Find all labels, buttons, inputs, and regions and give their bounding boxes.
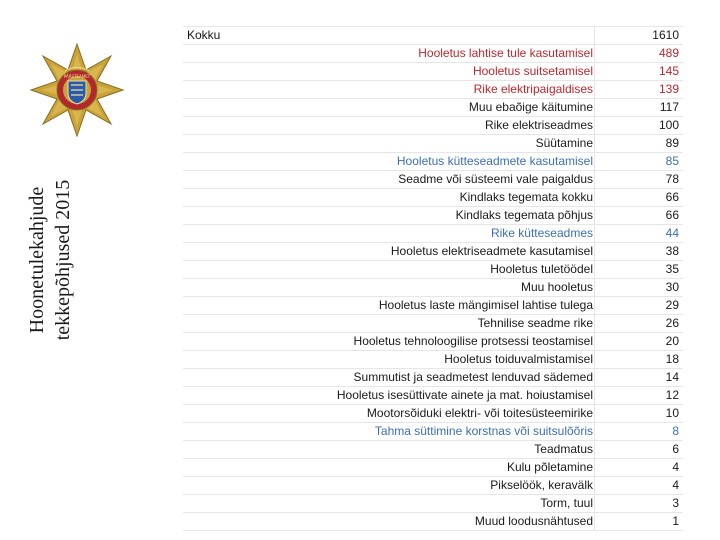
column-divider <box>594 117 595 134</box>
cause-label: Teadmatus <box>534 442 593 456</box>
cause-label: Hooletus lahtise tule kasutamisel <box>418 46 593 60</box>
cause-count: 3 <box>672 496 679 510</box>
cause-count: 1610 <box>652 28 679 42</box>
column-divider <box>594 405 595 422</box>
cause-count: 85 <box>665 154 679 168</box>
table-row <box>183 171 683 189</box>
emblem-caption <box>64 74 91 79</box>
table-row <box>183 117 683 135</box>
cause-label: Hooletus laste mängimisel lahtise tulega <box>378 298 593 312</box>
cause-count: 1 <box>672 514 679 528</box>
cause-count: 38 <box>665 244 679 258</box>
svg-text:PÄÄSTEAMET: PÄÄSTEAMET <box>63 74 91 79</box>
page-title-line-2: tekkepõhjused 2015 <box>52 179 74 341</box>
rescue-board-emblem-icon <box>22 40 132 140</box>
table-row <box>183 369 683 387</box>
table-row <box>183 459 683 477</box>
table-row <box>183 45 683 63</box>
table-row <box>183 387 683 405</box>
column-divider <box>594 153 595 170</box>
column-divider <box>594 495 595 512</box>
cause-count: 139 <box>658 82 679 96</box>
cause-count: 66 <box>665 208 679 222</box>
column-divider <box>594 513 595 530</box>
cause-count: 30 <box>665 280 679 294</box>
cause-count: 35 <box>665 262 679 276</box>
table-row <box>183 297 683 315</box>
column-divider <box>594 171 595 188</box>
cause-count: 6 <box>672 442 679 456</box>
column-divider <box>594 99 595 116</box>
cause-label: Süütamine <box>535 136 593 150</box>
cause-count: 66 <box>665 190 679 204</box>
cause-count: 489 <box>658 46 679 60</box>
cause-count: 117 <box>659 100 679 114</box>
cause-label: Rike elektriseadmes <box>484 118 593 132</box>
cause-count: 26 <box>665 316 679 330</box>
cause-label: Kokku <box>187 28 221 42</box>
table-row <box>183 495 683 513</box>
table-row <box>183 513 683 531</box>
cause-label: Hooletus elektriseadmete kasutamisel <box>390 244 593 258</box>
column-divider <box>594 81 595 98</box>
cause-count: 29 <box>665 298 679 312</box>
table-row <box>183 135 683 153</box>
table-row <box>183 405 683 423</box>
cause-count: 12 <box>665 388 679 402</box>
cause-count: 18 <box>665 352 679 366</box>
cause-count: 44 <box>665 226 679 240</box>
column-divider <box>594 135 595 152</box>
cause-label: Summutist ja seadmetest lenduvad sädemed <box>353 370 593 384</box>
cause-label: Hooletus tehnoloogilise protsessi teostamisel <box>353 334 593 348</box>
cause-label: Mootorsõiduki elektri- või toitesüsteemirike <box>366 406 593 420</box>
cause-label: Muu ebaõige käitumine <box>468 100 593 114</box>
table-row <box>183 441 683 459</box>
table-row <box>183 207 683 225</box>
column-divider <box>594 387 595 404</box>
cause-count: 145 <box>658 64 679 78</box>
column-divider <box>594 477 595 494</box>
cause-count: 100 <box>658 118 679 132</box>
table-row <box>183 279 683 297</box>
column-divider <box>594 423 595 440</box>
cause-label: Rike elektripaigaldises <box>473 82 593 96</box>
column-divider <box>594 351 595 368</box>
table-row <box>183 351 683 369</box>
table-row <box>183 261 683 279</box>
cause-label: Tehnilise seadme rike <box>477 316 593 330</box>
table-row <box>183 225 683 243</box>
cause-label: Torm, tuul <box>540 496 593 510</box>
column-divider <box>594 189 595 206</box>
table-row <box>183 63 683 81</box>
cause-label: Hooletus suitsetamisel <box>472 64 593 78</box>
table-row <box>183 477 683 495</box>
table-row <box>183 189 683 207</box>
column-divider <box>594 441 595 458</box>
cause-label: Rike kütteseadmes <box>490 226 593 240</box>
cause-count: 4 <box>672 478 679 492</box>
cause-label: Tahma süttimine korstnas või suitsulõõris <box>374 424 593 438</box>
cause-count: 14 <box>665 370 679 384</box>
cause-label: Hooletus isesüttivate ainete ja mat. hoiustamisel <box>336 388 593 402</box>
cause-label: Muud loodusnähtused <box>474 514 593 528</box>
cause-label: Muu hooletus <box>520 280 593 294</box>
column-divider <box>594 261 595 278</box>
column-divider <box>594 315 595 332</box>
column-divider <box>594 63 595 80</box>
cause-label: Hooletus kütteseadmete kasutamisel <box>396 154 593 168</box>
table-row <box>183 333 683 351</box>
cause-label: Hooletus tuletöödel <box>490 262 593 276</box>
column-divider <box>594 369 595 386</box>
cause-label: Hooletus toiduvalmistamisel <box>444 352 593 366</box>
column-divider <box>594 279 595 296</box>
column-divider <box>594 225 595 242</box>
cause-count: 4 <box>672 460 679 474</box>
column-divider <box>594 297 595 314</box>
column-divider <box>594 45 595 62</box>
cause-label: Kulu põletamine <box>506 460 593 474</box>
cause-count: 20 <box>665 334 679 348</box>
cause-label: Seadme või süsteemi vale paigaldus <box>398 172 593 186</box>
total-row <box>183 26 683 45</box>
table-row <box>183 153 683 171</box>
table-row <box>183 243 683 261</box>
column-divider <box>594 333 595 350</box>
column-divider <box>594 27 595 44</box>
cause-label: Kindlaks tegemata põhjus <box>455 208 593 222</box>
fire-causes-table <box>183 26 683 531</box>
cause-count: 78 <box>665 172 679 186</box>
table-row <box>183 81 683 99</box>
cause-count: 10 <box>665 406 679 420</box>
table-row <box>183 315 683 333</box>
cause-count: 8 <box>672 424 679 438</box>
column-divider <box>594 459 595 476</box>
cause-label: Kindlaks tegemata kokku <box>459 190 593 204</box>
table-row <box>183 423 683 441</box>
column-divider <box>594 243 595 260</box>
page-title-line-1: Hoonetulekahjude <box>26 186 48 334</box>
column-divider <box>594 207 595 224</box>
cause-label: Pikselöök, keravälk <box>490 478 593 492</box>
table-row <box>183 99 683 117</box>
cause-count: 89 <box>665 136 679 150</box>
